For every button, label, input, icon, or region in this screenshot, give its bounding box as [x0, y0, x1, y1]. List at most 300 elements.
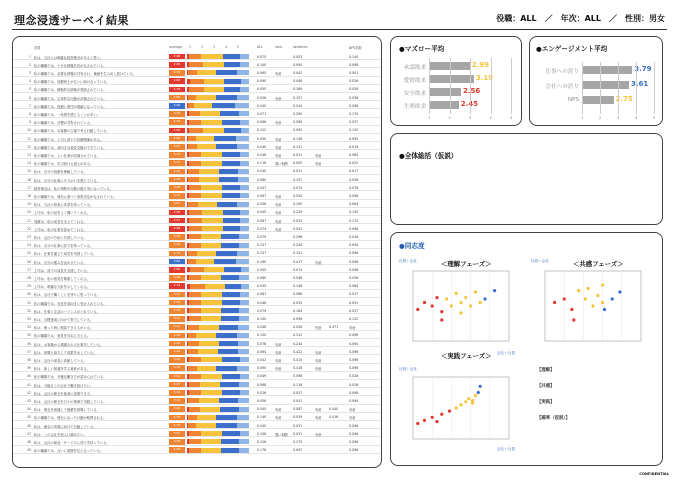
row-distribution-bar [187, 423, 249, 428]
bar-segment [240, 120, 249, 125]
row-nps: 0.096 [349, 448, 359, 453]
bar-segment [219, 169, 238, 174]
row-all: 0.066 [257, 120, 267, 125]
row-average: 3.82 [169, 259, 185, 265]
row-distribution-bar [187, 185, 249, 190]
bar-segment [188, 398, 199, 403]
row-average: 3.27 [169, 382, 185, 388]
row-distribution-bar [187, 234, 249, 239]
scatter-point [445, 297, 448, 300]
scatter-point [455, 406, 458, 409]
scatter-point [440, 318, 443, 321]
row-sentence: 0.090 [293, 62, 303, 67]
row-rank: 有意 [275, 211, 282, 216]
row-nps: 0.064 [349, 284, 359, 289]
bar-segment [224, 62, 241, 67]
bar-segment [189, 390, 201, 395]
bar-segment [188, 341, 199, 346]
bar-segment [238, 398, 249, 403]
row-nps: 0.019 [349, 144, 359, 149]
scatter-point [467, 397, 470, 400]
row-nps: 0.026 [349, 79, 359, 84]
row-distribution-bar [187, 259, 249, 264]
row-all: 0.064 [257, 349, 267, 354]
row-question: 私は、この会社を知人に薦めたい。 [34, 432, 87, 437]
header-2: 2 [201, 45, 204, 49]
table-row [13, 340, 381, 347]
row-number: 7 [28, 103, 31, 108]
row-nps: 0.037 [349, 120, 359, 125]
bar-segment [223, 218, 240, 223]
scatter-point [459, 403, 462, 406]
row-number: 40 [26, 374, 31, 379]
bar-segment [188, 423, 196, 428]
row-sentence: 0.296 [293, 234, 303, 239]
row-all: 0.042 [257, 357, 267, 362]
bar-segment [223, 210, 240, 215]
row-nps: 0.096 [349, 439, 359, 444]
bar-segment [197, 415, 216, 420]
row-average: 3.32 [169, 169, 185, 175]
scatter-point [601, 301, 604, 304]
row-average: 3.80 [169, 95, 185, 101]
filter-summary: 役職：ALL ／ 年次：ALL ／ 性別：男女 [496, 14, 665, 23]
summary-panel [390, 133, 663, 225]
table-row [13, 438, 381, 445]
bar-segment [240, 300, 249, 305]
row-question: 私の職場では、一体感を感じることが多い。 [34, 112, 100, 117]
table-row [13, 414, 381, 421]
row-number: 45 [26, 415, 31, 420]
row-number: 49 [26, 448, 31, 453]
row-question: 私は、会社の理念を日々の業務で実践している。 [34, 399, 107, 404]
row-question: 私は、仕事を通じて成長を実感している。 [34, 252, 97, 257]
row-question: 私は、会社の理念を他者に説明できる。 [34, 391, 94, 396]
bar-segment [240, 210, 249, 215]
bar-segment [188, 415, 197, 420]
row-sentence: 0.157 [293, 177, 303, 182]
scatter-point [587, 287, 590, 290]
bar-segment [237, 70, 249, 75]
row-number: 12 [26, 144, 31, 149]
bar-segment [221, 316, 239, 321]
row-average: 3.29 [169, 406, 185, 412]
row-average: 3.44 [169, 349, 185, 355]
header-4: 4 [225, 45, 228, 49]
row-distribution-bar [187, 62, 249, 67]
bar-segment [189, 152, 201, 157]
scatter-point [572, 318, 575, 321]
table-row [13, 365, 381, 372]
row-sentence: 0.244 [293, 243, 303, 248]
row-average: 3.32 [169, 111, 185, 117]
scatter-point [493, 289, 496, 292]
row-flag: 有意 [315, 326, 322, 331]
bar-segment [189, 210, 202, 215]
bar-segment [239, 382, 249, 387]
row-number: 34 [26, 325, 31, 330]
scatter-point [611, 297, 614, 300]
bar-segment [238, 325, 249, 330]
bar-segment [222, 357, 239, 362]
bar-segment [189, 382, 200, 387]
scatter-point [459, 311, 462, 314]
table-row [13, 422, 381, 429]
maslow-value: 2.99 [471, 61, 490, 69]
row-nps: 0.096 [349, 423, 359, 428]
row-question: 私は、会社の成長に貢献している。 [34, 358, 87, 363]
row-number: 24 [26, 243, 31, 248]
engagement-label: NPS [567, 97, 579, 103]
scatter-empathy [537, 267, 647, 349]
row-nps: 0.026 [349, 275, 359, 280]
bar-segment [216, 251, 237, 256]
bar-segment [240, 54, 249, 59]
row-nps: 0.064 [349, 202, 359, 207]
table-row [13, 184, 381, 191]
table-row [13, 307, 381, 314]
row-all: 0.108 [257, 431, 267, 436]
row-number: 11 [26, 136, 31, 141]
bar-segment [189, 234, 201, 239]
row-average: 2.79 [169, 87, 185, 93]
bar-segment [240, 193, 249, 198]
row-number: 15 [26, 169, 31, 174]
maslow-label: 生理欲求 [403, 104, 426, 110]
table-row [13, 283, 381, 290]
bar-segment [189, 308, 201, 313]
row-all: 0.026 [257, 390, 267, 395]
bar-segment [201, 292, 222, 297]
row-average: 3.18 [169, 447, 185, 453]
row-number: 32 [26, 308, 31, 313]
row-average: 3.02 [169, 357, 185, 363]
table-row [13, 324, 381, 331]
row-all: 0.046 [257, 300, 267, 305]
row-number: 43 [26, 398, 31, 403]
row-average: 3.14 [169, 390, 185, 396]
bar-segment [236, 136, 249, 141]
row-nps: 0.098 [349, 62, 359, 67]
summary-title: ●全体総括（仮説） [399, 152, 458, 160]
row-all: 0.078 [257, 341, 267, 346]
scatter-understand [405, 267, 515, 349]
row-all: 0.065 [257, 70, 267, 75]
scatter-point [431, 304, 434, 307]
bar-segment [198, 202, 217, 207]
scatter-xlabel-practice: 会社＋社員 [497, 447, 515, 451]
row-all: 0.040 [257, 169, 267, 174]
row-average: 3.76 [169, 70, 185, 76]
row-nps: 0.170 [349, 111, 359, 116]
row-question: 私は、今後もこの会社で働き続けたい。 [34, 383, 94, 388]
bar-segment [189, 120, 201, 125]
engagement-bar [582, 96, 614, 104]
bar-segment [216, 95, 237, 100]
bar-segment [214, 259, 236, 264]
row-nps: 0.028 [349, 374, 359, 379]
row-number: 2 [28, 62, 31, 67]
table-row [13, 373, 381, 380]
bar-segment [240, 431, 249, 436]
row-number: 21 [26, 218, 31, 223]
title-divider [12, 29, 667, 30]
scatter-point [469, 304, 472, 307]
bar-segment [239, 439, 249, 444]
bar-segment [197, 70, 216, 75]
scatter-point [450, 304, 453, 307]
table-row [13, 127, 381, 134]
row-question: 私の職場では、意見を自由に言える。 [34, 334, 91, 339]
row-number: 25 [26, 251, 31, 256]
row-nps: 0.174 [349, 218, 359, 223]
bar-segment [221, 234, 239, 239]
bar-segment [188, 325, 199, 330]
bar-segment [188, 136, 195, 141]
row-number: 20 [26, 210, 31, 215]
row-nps: 0.099 [349, 398, 359, 403]
bar-segment [196, 136, 215, 141]
table-row [13, 119, 381, 126]
table-row [13, 102, 381, 109]
table-row [13, 78, 381, 85]
row-number: 28 [26, 275, 31, 280]
row-question: 私の職場では、役割と責任が明確になっている。 [34, 104, 107, 109]
row-distribution-bar [187, 431, 249, 436]
bar-segment [235, 103, 249, 108]
row-number: 10 [26, 128, 31, 133]
row-nps: 0.096 [349, 366, 359, 371]
row-rank: 有意 [275, 96, 282, 101]
scatter-title-empathy: ＜共感フェーズ＞ [573, 260, 624, 268]
row-nps: 0.038 [349, 95, 359, 100]
table-row [13, 315, 381, 322]
row-all: 0.126 [257, 439, 267, 444]
bar-segment [221, 275, 239, 280]
table-row [13, 332, 381, 339]
maslow-panel [390, 36, 522, 126]
bar-segment [239, 111, 249, 116]
scatter-point [553, 301, 556, 304]
row-distribution-bar [187, 366, 249, 371]
maslow-bar [429, 88, 461, 96]
bar-segment [221, 448, 239, 453]
bar-segment [218, 349, 238, 354]
bar-segment [201, 439, 221, 444]
table-row [13, 225, 381, 232]
bar-segment [189, 193, 201, 198]
bar-segment [240, 62, 249, 67]
bar-segment [189, 243, 201, 248]
row-all: 0.055 [257, 267, 267, 272]
row-nps: 0.094 [349, 341, 359, 346]
table-row [13, 258, 381, 265]
header-1: 1 [189, 45, 192, 49]
row-number: 9 [28, 120, 31, 125]
header-5: 5 [237, 45, 240, 49]
row-question: 私の職場では、必要な情報が共有され、価値を生み出し続けている。 [34, 71, 137, 76]
row-average: 3.19 [169, 275, 185, 281]
scatter-point [464, 400, 467, 403]
bar-segment [205, 284, 225, 289]
scatter-point [584, 297, 587, 300]
bar-segment [189, 374, 201, 379]
row-rank: 有意 [275, 367, 282, 372]
row-nps: 0.022 [349, 161, 359, 166]
table-row [13, 110, 381, 117]
row-question: 私の職場では、よい仕事が評価されている。 [34, 153, 100, 158]
bar-segment [199, 177, 219, 182]
row-question: 経営理念は、私の判断や行動の拠り所になっている。 [34, 186, 114, 191]
row-sentence: 0.021 [293, 169, 303, 174]
row-question: 私は、理念を意識して後輩を指導している。 [34, 408, 100, 413]
row-number: 41 [26, 382, 31, 387]
row-all: 0.055 [257, 87, 267, 92]
row-number: 19 [26, 202, 31, 207]
row-question: 私の職場では、同僚同士が互いに助け合っている。 [34, 80, 110, 85]
row-nps: 0.098 [349, 390, 359, 395]
bar-segment [201, 243, 221, 248]
table-row [13, 233, 381, 240]
row-sentence: 0.074 [293, 267, 303, 272]
table-row [13, 160, 381, 167]
row-average: 3.38 [169, 177, 185, 183]
row-number: 39 [26, 366, 31, 371]
row-sentence: 0.032 [293, 218, 303, 223]
row-all: 0.068 [257, 382, 267, 387]
row-rank: 有意 [275, 358, 282, 363]
row-distribution-bar [187, 316, 249, 321]
bar-segment [189, 275, 201, 280]
row-question: 私の職場では、積極的な挑戦が奨励されている。 [34, 88, 107, 93]
row-number: 46 [26, 423, 31, 428]
bar-segment [239, 275, 249, 280]
row-sentence: 0.244 [293, 103, 303, 108]
row-rank: 有意 [275, 408, 282, 413]
header-rank: rank [275, 45, 283, 49]
row-distribution-bar [187, 382, 249, 387]
row-number: 37 [26, 349, 31, 354]
bar-segment [241, 128, 249, 133]
bar-segment [217, 202, 237, 207]
row-average: 3.67 [169, 144, 185, 150]
table-row [13, 299, 381, 306]
row-distribution-bar [187, 333, 249, 338]
bar-segment [189, 111, 200, 116]
row-average: 3.11 [169, 160, 185, 166]
maslow-gridline [511, 58, 512, 114]
row-sentence: 0.031 [293, 423, 303, 428]
scatter-point [479, 385, 482, 388]
row-all: 0.079 [257, 308, 267, 313]
maslow-label: 承認欲求 [403, 65, 426, 71]
row-all: 0.048 [257, 152, 267, 157]
row-nps: 0.096 [349, 251, 359, 256]
row-number: 16 [26, 177, 31, 182]
bar-segment [241, 267, 249, 272]
maslow-bar [429, 75, 474, 83]
row-average: 3.18 [169, 439, 185, 445]
row-nps: 0.028 [349, 87, 359, 92]
row-flag: 有意 [315, 350, 322, 355]
row-all: 0.040 [257, 423, 267, 428]
row-sentence: 0.070 [293, 185, 303, 190]
row-average: 3.18 [169, 308, 185, 314]
engagement-tick: 2 [599, 116, 602, 120]
bar-segment [216, 366, 237, 371]
bar-segment [219, 341, 238, 346]
bar-segment [189, 431, 201, 436]
row-all: 0.150 [257, 316, 267, 321]
row-rank: 強い相関 [275, 162, 288, 167]
bar-segment [237, 333, 249, 338]
bar-segment [212, 103, 234, 108]
header-all: ALL [257, 45, 263, 49]
bar-segment [240, 185, 249, 190]
maslow-gridline [491, 58, 492, 114]
bar-segment [201, 234, 221, 239]
bar-segment [239, 243, 249, 248]
row-number: 29 [26, 284, 31, 289]
row-nps: 有意 [349, 416, 356, 421]
row-distribution-bar [187, 177, 249, 182]
row-nps: 0.091 [349, 300, 359, 305]
row-average: 2.85 [169, 62, 185, 68]
row-rank: 有意 [275, 416, 282, 421]
row-question: 私は、会社で働くことを誇りに思っている。 [34, 293, 100, 298]
bar-segment [201, 54, 223, 59]
row-sentence: 0.042 [293, 70, 303, 75]
table-row [13, 86, 381, 93]
row-flag: 有意 [315, 260, 322, 265]
row-rank: 有意 [275, 219, 282, 224]
row-sentence: 0.095 [293, 128, 303, 133]
bar-segment [220, 111, 239, 116]
bar-segment [188, 144, 197, 149]
bar-segment [238, 349, 249, 354]
row-rank: 有意 [275, 121, 282, 126]
row-all: 0.087 [257, 218, 267, 223]
row-question: 私は、自分の役割を理解している。 [34, 170, 87, 175]
bar-segment [189, 292, 201, 297]
row-question: 私の職場では、学び続ける風土がある。 [34, 162, 94, 167]
row-nps: 0.098 [349, 267, 359, 272]
row-distribution-bar [187, 275, 249, 280]
row-question: 上司は、明確な方針を示してくれる。 [34, 285, 91, 290]
row-number: 38 [26, 357, 31, 362]
row-distribution-bar [187, 448, 249, 453]
row-sentence: 0.041 [293, 398, 303, 403]
engagement-label: 会社への誇り [545, 84, 579, 90]
bar-segment [238, 169, 249, 174]
bar-segment [219, 398, 238, 403]
bar-segment [188, 349, 198, 354]
row-question: 私の職場では、十分な情報共有がなされている。 [34, 63, 107, 68]
bar-segment [204, 79, 224, 84]
row-sentence: 0.005 [293, 161, 303, 166]
row-question: 私の職場では、お客様の立場で考え行動している。 [34, 129, 110, 134]
row-average: 3.11 [169, 193, 185, 199]
row-sentence: 0.039 [293, 415, 303, 420]
engagement-bar [582, 66, 632, 74]
row-sentence: 0.417 [293, 259, 303, 264]
engagement-gridline [600, 62, 601, 114]
engagement-title: ●エンゲージメント平均 [536, 45, 608, 53]
row-number: 17 [26, 185, 31, 190]
table-row [13, 348, 381, 355]
bar-segment [189, 357, 201, 362]
bar-segment [237, 423, 249, 428]
